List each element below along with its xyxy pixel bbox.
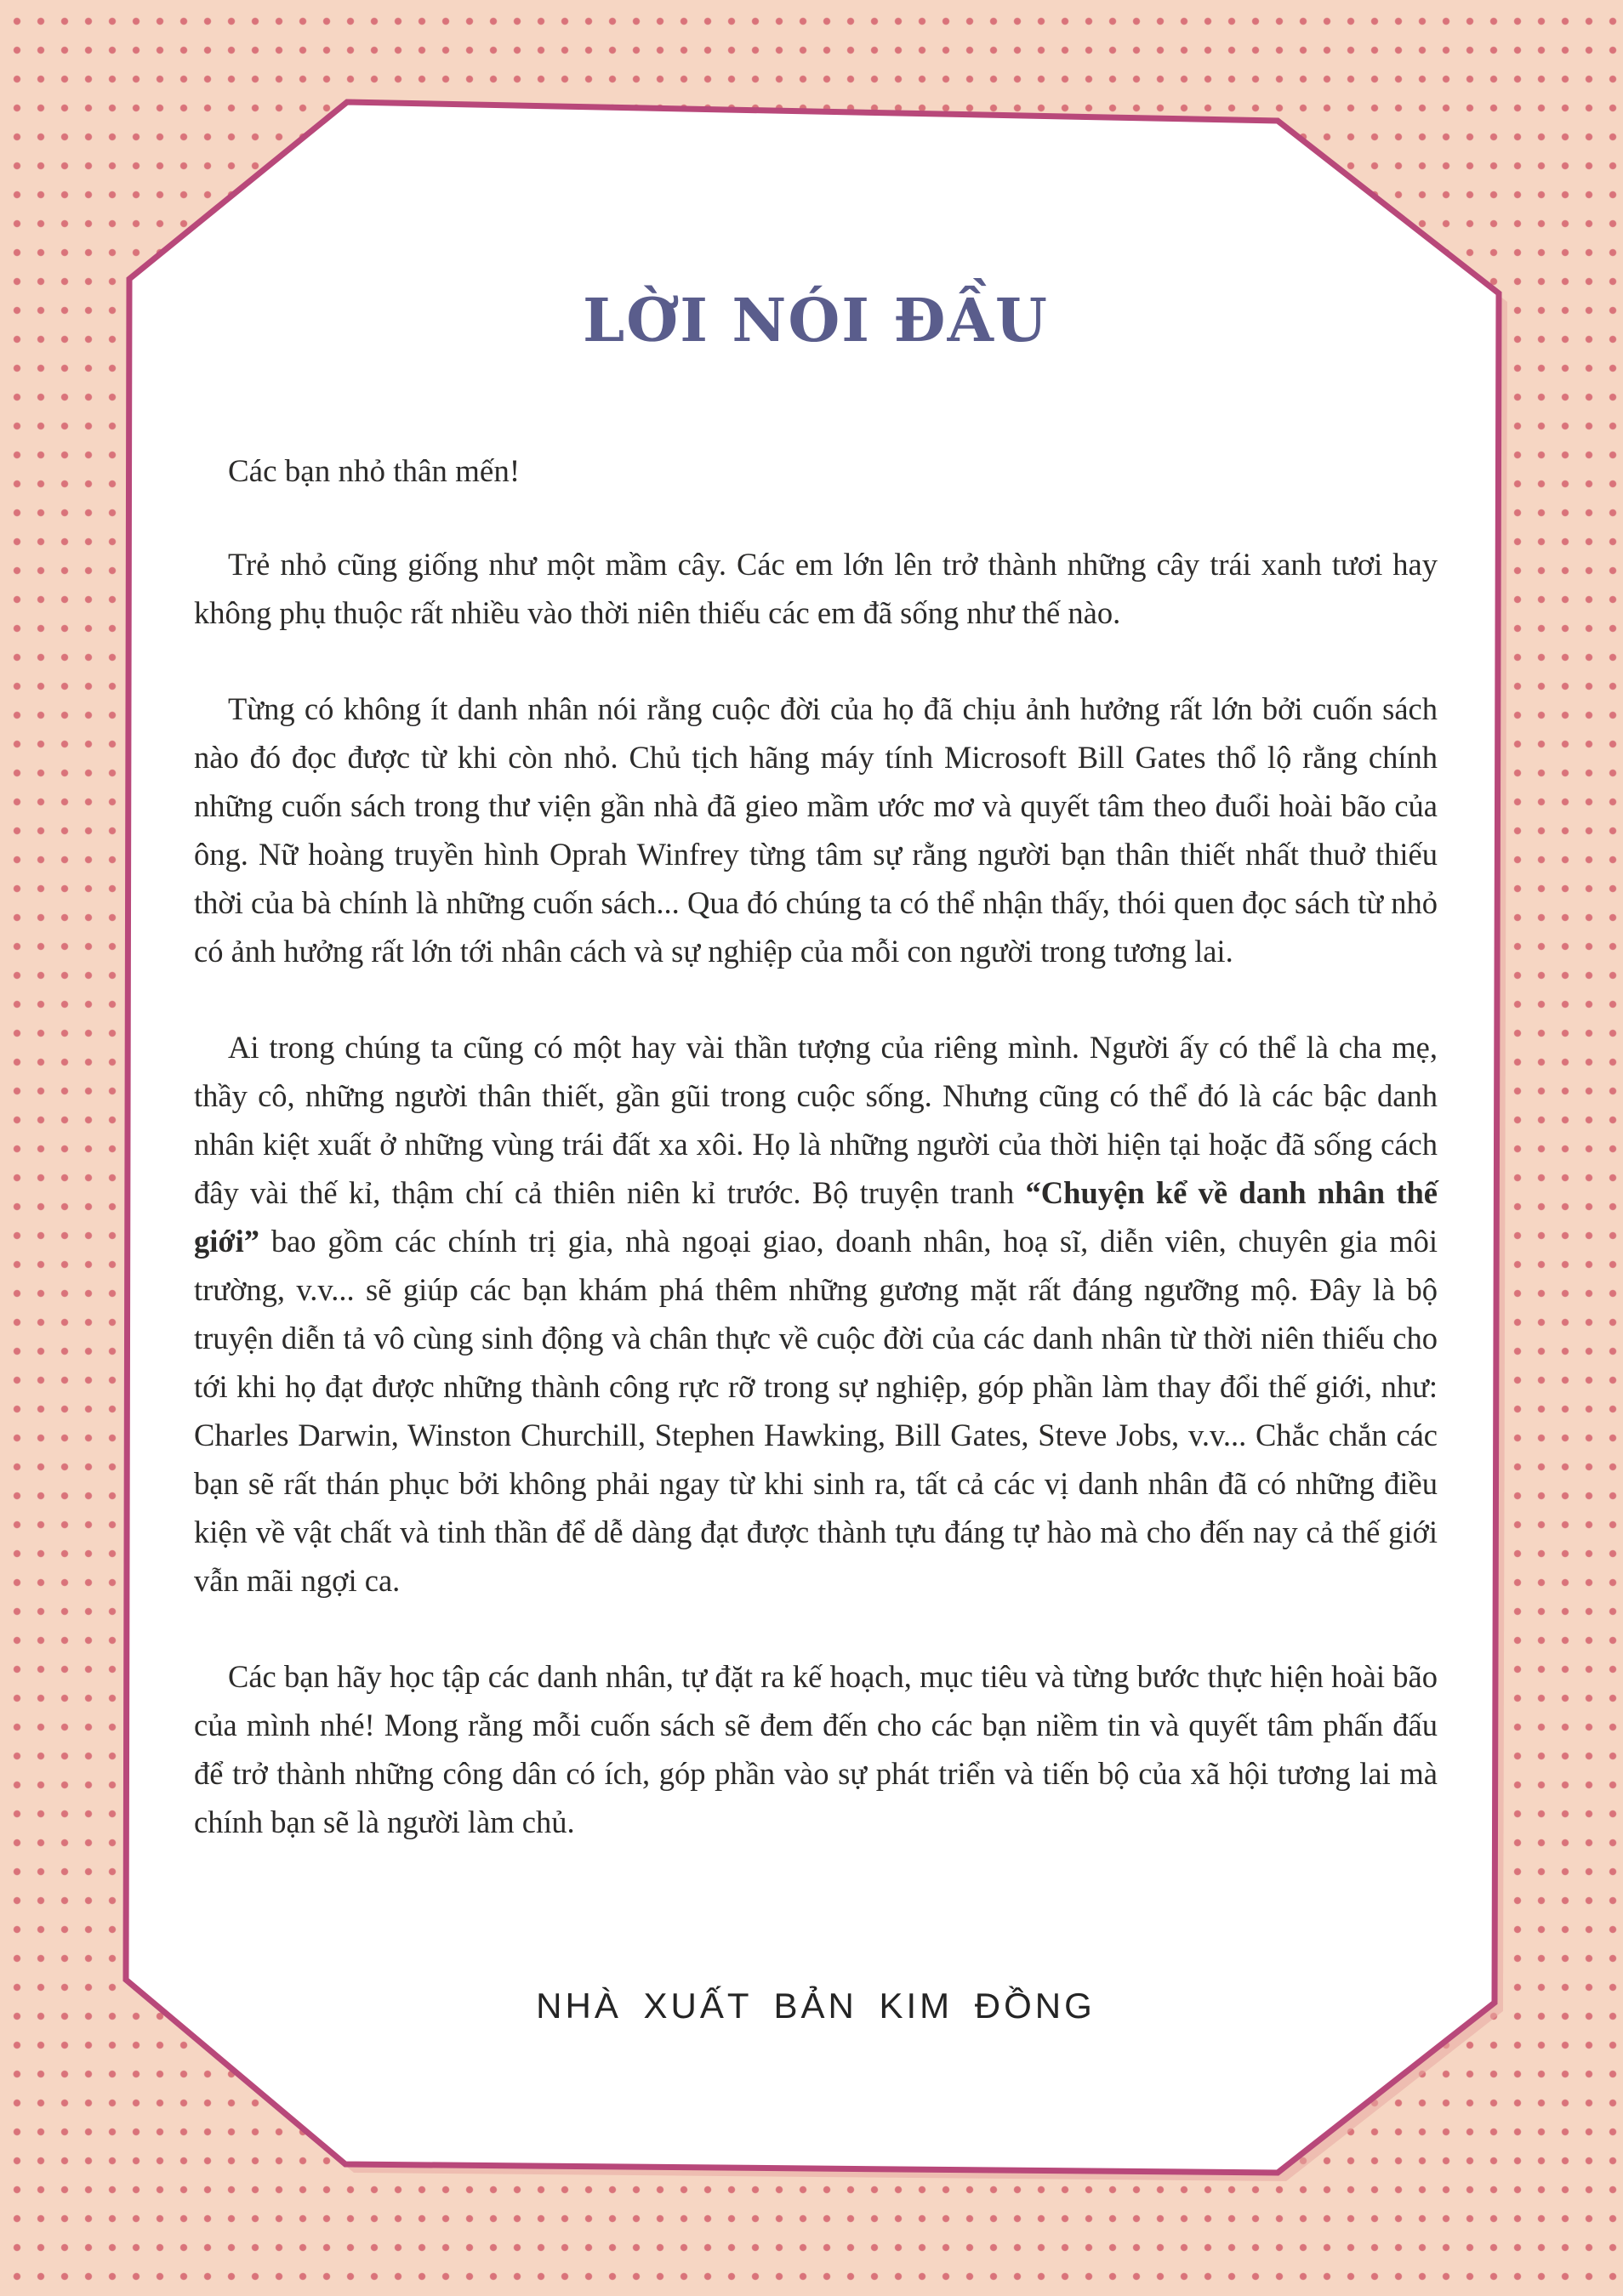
publisher-signature: NHÀ XUẤT BẢN KIM ĐỒNG	[536, 1986, 1096, 2026]
preface-panel	[194, 276, 1438, 2088]
paragraph-3-text-after: bao gồm các chính trị gia, nhà ngoại giao, doanh nhân, hoạ sĩ, diễn viên, chuyên gia môi trường, v.v... sẽ giúp các bạn khám phá thêm những gương mặt rất đáng ngưỡng mộ. Đây là bộ truyện diễn tả vô cùng sinh động và chân thực về cuộc đời của các danh nhân từ thời niên thiếu cho tới khi họ đạt được những thành công rực rỡ trong sự nghiệp, góp phần làm thay đổi thế giới, như: Charles Darwin, Winston Churchill, Stephen Hawking, Bill Gates, Steve Jobs, v.v... Chắc chắn các bạn sẽ rất thán phục bởi không phải ngay từ khi sinh ra, tất cả các vị danh nhân đã có những điều kiện về vật chất và tinh thần để dễ dàng đạt được thành tựu đáng tự hào mà cho đến nay cả thế giới vẫn mãi ngợi ca.	[194, 1224, 1438, 1598]
paragraph-4: Các bạn hãy học tập các danh nhân, tự đặt ra kế hoạch, mục tiêu và từng bước thực hiện hoài bão của mình nhé! Mong rằng mỗi cuốn sách sẽ đem đến cho các bạn niềm tin và quyết tâm phấn đấu để trở thành những công dân có ích, góp phần vào sự phát triển và tiến bộ của xã hội tương lai mà chính bạn sẽ là người làm chủ.	[194, 1659, 1438, 1839]
paragraph-3	[194, 1023, 1438, 1605]
greeting: Các bạn nhỏ thân mến!	[228, 454, 521, 489]
paragraph-2: Từng có không ít danh nhân nói rằng cuộc đời của họ đã chịu ảnh hưởng rất lớn bởi cuốn sách nào đó đọc được từ khi còn nhỏ. Chủ tịch hãng máy tính Microsoft Bill Gates thổ lộ rằng chính những cuốn sách trong thư viện gần nhà đã gieo mầm ước mơ và quyết tâm theo đuổi hoài bão của ông. Nữ hoàng truyền hình Oprah Winfrey từng tâm sự rằng người bạn thân thiết nhất thuở thiếu thời của bà chính là những cuốn sách... Qua đó chúng ta có thể nhận thấy, thói quen đọc sách từ nhỏ có ảnh hưởng rất lớn tới nhân cách và sự nghiệp của mỗi con người trong tương lai.	[194, 691, 1438, 969]
preface-body	[194, 540, 1438, 1894]
paragraph-3-text-before: Ai trong chúng ta cũng có một hay vài thần tượng của riêng mình. Người ấy có thể là cha mẹ, thầy cô, những người thân thiết, gần gũi trong cuộc sống. Nhưng cũng có thể đó là các bậc danh nhân kiệt xuất ở những vùng trái đất xa xôi. Họ là những người của thời hiện tại hoặc đã sống cách đây vài thế kỉ, thậm chí cả thiên niên kỉ trước. Bộ truyện tranh	[194, 1030, 1438, 1210]
page-title: LỜI NÓI ĐẦU	[583, 285, 1049, 355]
paragraph-1: Trẻ nhỏ cũng giống như một mầm cây. Các em lớn lên trở thành những cây trái xanh tươi hay không phụ thuộc rất nhiều vào thời niên thiếu các em đã sống như thế nào.	[194, 547, 1438, 630]
series-title: “Chuyện kể về danh nhân thế giới”	[194, 1175, 1438, 1259]
